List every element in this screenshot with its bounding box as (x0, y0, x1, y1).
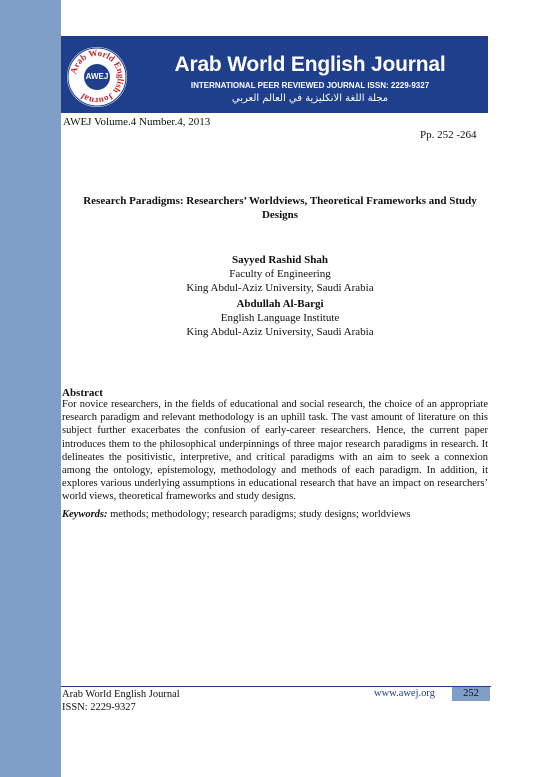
page-number: 252 (452, 687, 490, 701)
keywords-label: Keywords: (62, 509, 108, 520)
author-affiliation: King Abdul-Aziz University, Saudi Arabia (186, 326, 374, 338)
author-department: English Language Institute (220, 312, 340, 324)
keywords-list: methods; methodology; research paradigms; study designs; worldviews (110, 509, 411, 520)
abstract-heading: Abstract (62, 387, 103, 399)
journal-logo (67, 47, 127, 107)
journal-title: Arab World English Journal (174, 53, 446, 76)
footer-divider (61, 686, 491, 687)
abstract-text: For novice researchers, in the fields of educational and social research, the choice of an appropriate research paradigm and relevant methodology is an uphill task. The vast amount of literature on this subject further exacerbates the confusion of early-career researchers. Hence, the current paper introduces them to the philosophical underpinnings of three major research paradigms in research. It delineates the positivistic, interpretive, and critical paradigms with an aim to seek a connexion among the ontology, epistemology, methodology and methods of each paradigm. In addition, it explores various underlying assumptions in educational research that have an impact on researchers’ world views, theoretical frameworks and study designs. (62, 399, 488, 503)
page-range: Pp. 252 -264 (420, 129, 477, 141)
author-affiliation: King Abdul-Aziz University, Saudi Arabia (186, 282, 374, 294)
keywords (62, 509, 488, 520)
author-name: Abdullah Al-Bargi (236, 298, 324, 310)
author-name: Sayyed Rashid Shah (232, 254, 328, 266)
paper-title: Research Paradigms: Researchers’ Worldviews, Theoretical Frameworks and Study Designs (83, 195, 477, 221)
side-color-bar (0, 0, 61, 777)
author-block (80, 253, 480, 295)
footer-journal-info (62, 688, 180, 714)
footer-issn: ISSN: 2229-9327 (62, 702, 136, 713)
logo-label: AWEJ (85, 72, 109, 81)
author-block (80, 297, 480, 339)
volume-info: AWEJ Volume.4 Number.4, 2013 (63, 116, 211, 128)
journal-subtitle: INTERNATIONAL PEER REVIEWED JOURNAL ISSN: 2229-9327 (190, 81, 430, 90)
author-department: Faculty of Engineering (229, 268, 331, 280)
footer-url-link[interactable]: www.awej.org (374, 688, 435, 699)
journal-arabic-title: مجلة اللغة الانكليزية في العالم العربي (231, 93, 389, 104)
logo-ring-text: Arab World English Journal (68, 47, 127, 107)
footer-journal-name: Arab World English Journal (62, 689, 180, 700)
